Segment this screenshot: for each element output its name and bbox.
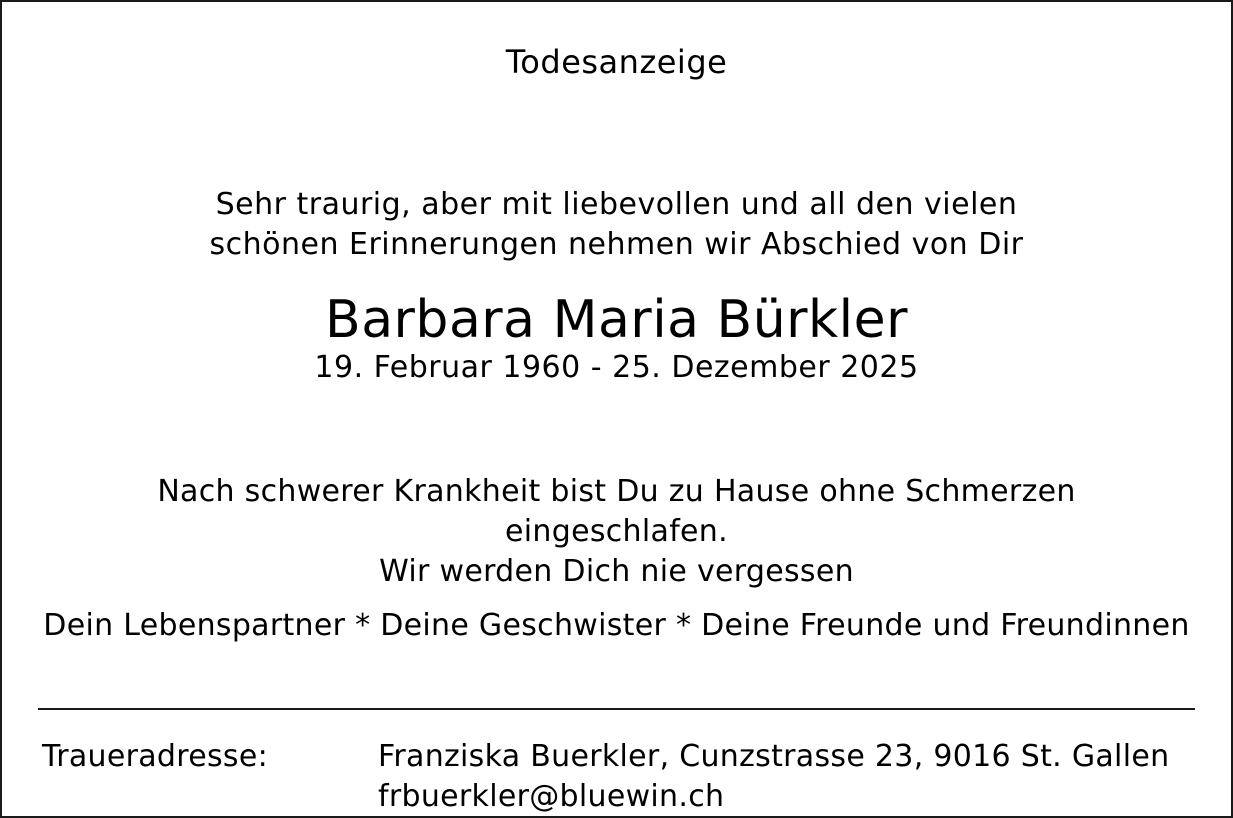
intro-paragraph: [42, 185, 1191, 265]
contact-address: Franziska Buerkler, Cunzstrasse 23, 9016 St. Gallen: [378, 739, 1170, 774]
farewell-line-1: Nach schwerer Krankheit bist Du zu Hause ohne Schmerzen eingeschlafen.: [157, 474, 1076, 549]
farewell-line-2: Wir werden Dich nie vergessen: [379, 554, 854, 589]
divider-line: [38, 708, 1195, 710]
life-dates: 19. Februar 1960 - 25. Dezember 2025: [314, 350, 919, 385]
farewell-paragraph: [42, 472, 1191, 592]
contact-value: [378, 737, 1191, 817]
contact-section: [42, 737, 1191, 817]
deceased-name: Barbara Maria Bürkler: [325, 290, 908, 350]
intro-line-1: Sehr traurig, aber mit liebevollen und all den vielen: [215, 187, 1018, 222]
notice-title: Todesanzeige: [505, 43, 728, 81]
intro-line-2: schönen Erinnerungen nehmen wir Abschied von Dir: [209, 227, 1024, 262]
mourners-line: Dein Lebenspartner * Deine Geschwister * Deine Freunde und Freundinnen: [43, 608, 1190, 643]
contact-label: Traueradresse:: [42, 739, 269, 774]
contact-email: frbuerkler@bluewin.ch: [378, 779, 725, 814]
